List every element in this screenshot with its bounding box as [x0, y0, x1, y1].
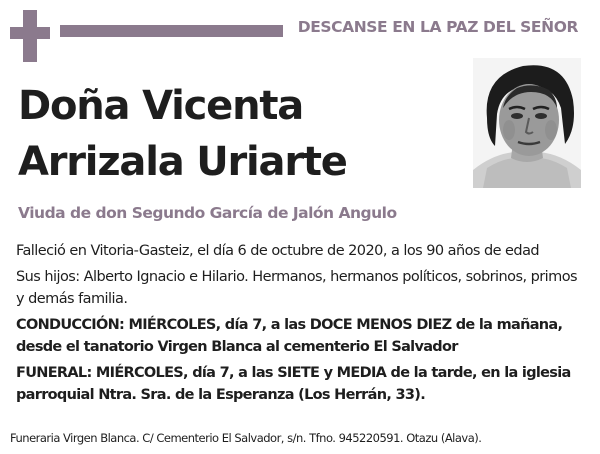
notice-body [16, 240, 586, 410]
deceased-name-line1: Doña Vicenta [18, 83, 304, 129]
funeral-details: FUNERAL: MIÉRCOLES, día 7, a las SIETE y MEDIA de la tarde, en la iglesia parroquial Ntra. Sra. de la Esperanza (Los Herrán, 33). [16, 365, 571, 403]
cross-icon [10, 10, 50, 62]
portrait-photo [473, 58, 581, 188]
deceased-name-line2: Arrizala Uriarte [18, 139, 347, 185]
header-rule [60, 25, 283, 37]
death-details: Falleció en Vitoria-Gasteiz, el día 6 de octubre de 2020, a los 90 años de edad [16, 243, 540, 259]
deceased-name [18, 78, 468, 190]
family-details: Sus hijos: Alberto Ignacio e Hilario. Hermanos, hermanos políticos, sobrinos, primos y demás familia. [16, 269, 578, 307]
header-banner: DESCANSE EN LA PAZ DEL SEÑOR [297, 18, 578, 36]
spouse-line: Viuda de don Segundo García de Jalón Angulo [18, 204, 397, 222]
funeral-home-footer: Funeraria Virgen Blanca. C/ Cementerio El Salvador, s/n. Tfno. 945220591. Otazu (Alava). [10, 431, 482, 445]
conduction-details: CONDUCCIÓN: MIÉRCOLES, día 7, a las DOCE MENOS DIEZ de la mañana, desde el tanatorio Virgen Blanca al cementerio El Salvador [16, 317, 563, 355]
